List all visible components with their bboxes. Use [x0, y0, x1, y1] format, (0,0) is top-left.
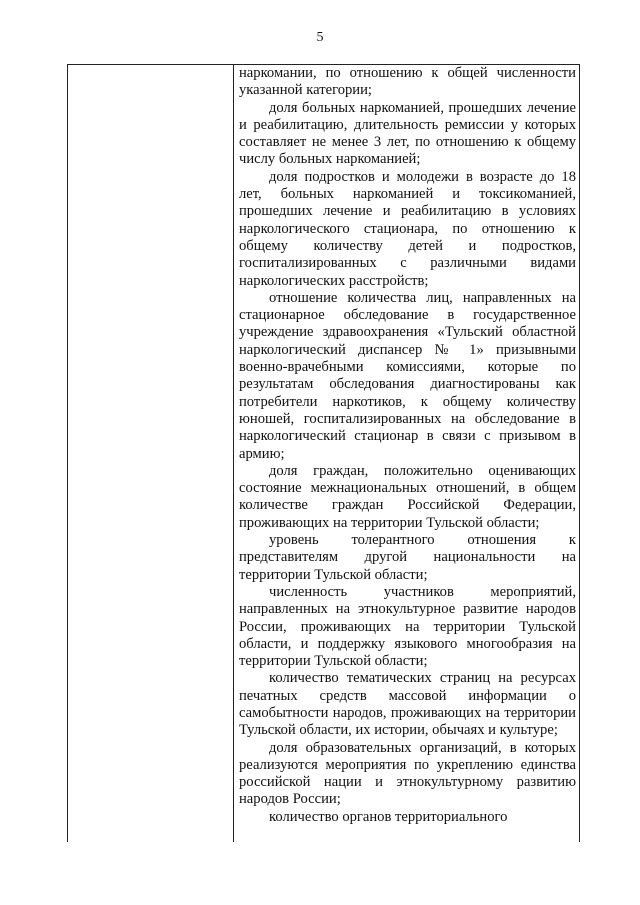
indicator-paragraph: количество органов территориального [269, 808, 508, 825]
indicator-paragraph: доля подростков и молодежи в возрасте до 18 лет, больных наркоманией и токсикоманией, прошедших лечение и реабилитацию в условиях наркологического стационара, по отношению к общему количеству детей и подростков, госпитализированных с различными видами наркологических расстройств; [239, 168, 576, 289]
indicator-paragraph: доля больных наркоманией, прошедших лечение и реабилитацию, длительность ремиссии у которых составляет не менее 3 лет, по отношению к общему числу больных наркоманией; [239, 99, 576, 168]
indicator-paragraph: наркомании, по отношению к общей численности указанной категории; [239, 65, 576, 99]
indicator-paragraph: количество тематических страниц на ресурсах печатных средств массовой информации о самобытности народов, проживающих на территории Тульской области, их истории, обычаях и культуре; [239, 670, 576, 739]
indicators-table [67, 64, 580, 842]
indicator-paragraph: отношение количества лиц, направленных на стационарное обследование в государственное учреждение здравоохранения «Тульский областной наркологический диспансер № 1» призывными военно-врачебными комиссиями, которые по результатам обследования диагностированы как потребители наркотиков, к общему количеству юношей, госпитализированных на обследование в наркологический стационар в связи с призывом в армию; [239, 289, 576, 462]
indicator-paragraph: доля образовательных организаций, в которых реализуются мероприятия по укреплению единства российской нации и этнокультурному развитию народов России; [239, 739, 576, 808]
table-right-cell [234, 65, 580, 842]
indicator-paragraph: уровень толерантного отношения к представителям другой национальности на территории Тульской области; [239, 532, 576, 583]
indicator-paragraph: численность участников мероприятий, направленных на этнокультурное развитие народов России, проживающих на территории Тульской области, и поддержку языкового многообразия на территории Тульской области; [239, 583, 576, 670]
table-left-cell [68, 65, 234, 842]
page-number: 5 [316, 30, 324, 45]
indicator-paragraph: доля граждан, положительно оценивающих состояние межнациональных отношений, в общем количестве граждан Российской Федерации, проживающих на территории Тульской области; [239, 462, 576, 531]
